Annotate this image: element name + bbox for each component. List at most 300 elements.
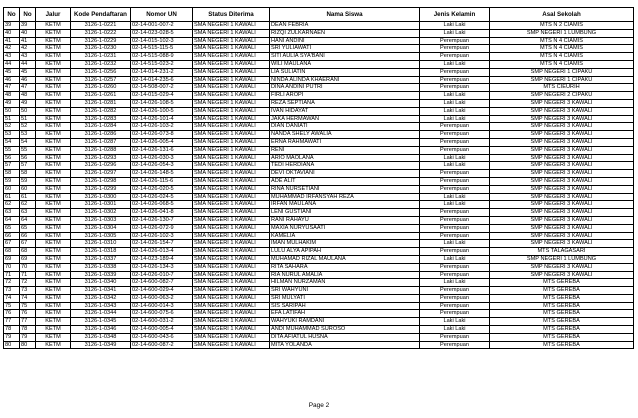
cell-asal-sekolah: SMP NEGERI 3 KAWALI [490, 224, 634, 232]
cell-no2: 49 [20, 99, 36, 107]
cell-no: 51 [4, 115, 20, 123]
cell-jenis-kelamin: Laki Laki [420, 193, 490, 201]
cell-jalur: KETM [36, 162, 71, 170]
table-row [4, 185, 634, 193]
cell-nomor-un: 02-14-600-087-2 [131, 341, 193, 349]
cell-nomor-un: 02-14-026-068-5 [131, 201, 193, 209]
cell-nama: LENI GUSTIANI [270, 209, 420, 217]
cell-nomor-un: 02-14-026-108-5 [131, 99, 193, 107]
cell-nama: MUHAMAD RIZAL MAULANA [270, 255, 420, 263]
cell-jalur: KETM [36, 302, 71, 310]
table-row [4, 248, 634, 256]
cell-nomor-un: 02-14-026-101-4 [131, 115, 193, 123]
cell-nomor-un: 02-14-026-134-3 [131, 263, 193, 271]
table-row [4, 193, 634, 201]
cell-kode: 3126-1-0304 [71, 224, 131, 232]
cell-jenis-kelamin: Perempuan [420, 123, 490, 131]
table-row [4, 22, 634, 30]
cell-jalur: KETM [36, 131, 71, 139]
cell-status: SMA NEGERI 1 KAWALI [193, 60, 270, 68]
cell-asal-sekolah: MTS GEREBA [490, 279, 634, 287]
table-row [4, 170, 634, 178]
cell-no2: 66 [20, 232, 36, 240]
cell-status: SMA NEGERI 1 KAWALI [193, 263, 270, 271]
table-row [4, 302, 634, 310]
cell-no2: 79 [20, 333, 36, 341]
cell-kode: 3126-1-0339 [71, 271, 131, 279]
cell-no: 42 [4, 45, 20, 53]
table-row [4, 99, 634, 107]
cell-jalur: KETM [36, 29, 71, 37]
cell-nomor-un: 02-14-515-115-5 [131, 45, 193, 53]
cell-asal-sekolah: SMP NEGERI 3 KAWALI [490, 209, 634, 217]
cell-no: 76 [4, 310, 20, 318]
cell-status: SMA NEGERI 1 KAWALI [193, 177, 270, 185]
cell-jenis-kelamin: Perempuan [420, 37, 490, 45]
cell-asal-sekolah: SMP NEGERI 3 KAWALI [490, 99, 634, 107]
cell-jalur: KETM [36, 177, 71, 185]
cell-nama: FIRLI AROPI [270, 92, 420, 100]
table-row [4, 216, 634, 224]
cell-no2: 72 [20, 279, 36, 287]
cell-nomor-un: 02-14-001-007-2 [131, 22, 193, 30]
cell-no2: 71 [20, 271, 36, 279]
cell-status: SMA NEGERI 1 KAWALI [193, 68, 270, 76]
cell-status: SMA NEGERI 1 KAWALI [193, 318, 270, 326]
page-number: Page 2 [308, 402, 330, 409]
cell-asal-sekolah: MTS CIEURIH [490, 84, 634, 92]
cell-nama: RIA NURUL AMALIA [270, 271, 420, 279]
table-row [4, 318, 634, 326]
cell-no: 72 [4, 279, 20, 287]
cell-no2: 59 [20, 177, 36, 185]
cell-nama: RIZQI ZULKARNAEN [270, 29, 420, 37]
cell-jalur: KETM [36, 76, 71, 84]
cell-status: SMA NEGERI 1 KAWALI [193, 29, 270, 37]
cell-jalur: KETM [36, 92, 71, 100]
table-row [4, 115, 634, 123]
cell-jenis-kelamin: Laki Laki [420, 60, 490, 68]
cell-kode: 3126-1-0318 [71, 248, 131, 256]
cell-jalur: KETM [36, 216, 71, 224]
cell-status: SMA NEGERI 1 KAWALI [193, 287, 270, 295]
cell-jenis-kelamin: Laki Laki [420, 29, 490, 37]
cell-asal-sekolah: SMP NEGERI 3 KAWALI [490, 154, 634, 162]
cell-asal-sekolah: SMP NEGERI 1 CIPAKU [490, 68, 634, 76]
cell-nama: RANI RAHAYU [270, 216, 420, 224]
cell-jenis-kelamin: Perempuan [420, 209, 490, 217]
cell-jalur: KETM [36, 294, 71, 302]
cell-no2: 42 [20, 45, 36, 53]
cell-status: SMA NEGERI 1 KAWALI [193, 53, 270, 61]
cell-jenis-kelamin: Perempuan [420, 170, 490, 178]
cell-nomor-un: 02-14-026-013-4 [131, 248, 193, 256]
cell-jenis-kelamin: Perempuan [420, 302, 490, 310]
table-row [4, 146, 634, 154]
table-row [4, 209, 634, 217]
cell-nomor-un: 02-14-515-088-9 [131, 53, 193, 61]
cell-nomor-un: 02-14-026-072-9 [131, 224, 193, 232]
cell-no2: 77 [20, 318, 36, 326]
cell-no2: 58 [20, 170, 36, 178]
cell-jalur: KETM [36, 154, 71, 162]
jalur-header: Jalur [36, 8, 71, 22]
table-row [4, 68, 634, 76]
cell-jenis-kelamin: Perempuan [420, 341, 490, 349]
cell-no2: 44 [20, 60, 36, 68]
cell-jalur: KETM [36, 123, 71, 131]
cell-kode: 3126-1-0349 [71, 341, 131, 349]
cell-no: 78 [4, 326, 20, 334]
cell-asal-sekolah: MTS GEREBA [490, 318, 634, 326]
cell-no: 45 [4, 68, 20, 76]
cell-asal-sekolah: SMP NEGERI 3 KAWALI [490, 193, 634, 201]
table-row [4, 201, 634, 209]
cell-asal-sekolah: SMP NEGERI 3 KAWALI [490, 115, 634, 123]
cell-asal-sekolah: MTS GEREBA [490, 333, 634, 341]
cell-status: SMA NEGERI 1 KAWALI [193, 115, 270, 123]
cell-asal-sekolah: SMP NEGERI 2 CIPAKU [490, 92, 634, 100]
cell-no2: 56 [20, 154, 36, 162]
cell-kode: 3126-1-0293 [71, 154, 131, 162]
cell-kode: 3126-1-0299 [71, 185, 131, 193]
cell-no: 67 [4, 240, 20, 248]
cell-no2: 65 [20, 224, 36, 232]
cell-kode: 3126-1-0297 [71, 170, 131, 178]
cell-no: 55 [4, 146, 20, 154]
cell-no: 52 [4, 123, 20, 131]
cell-asal-sekolah: SMP NEGERI 3 KAWALI [490, 185, 634, 193]
cell-status: SMA NEGERI 1 KAWALI [193, 341, 270, 349]
nomor-un-header: Nomor UN [131, 8, 193, 22]
cell-no: 77 [4, 318, 20, 326]
cell-no2: 62 [20, 201, 36, 209]
cell-nama: WAHYUKI RAMDANI [270, 318, 420, 326]
table-row [4, 29, 634, 37]
cell-nama: MITA YOLANDA [270, 341, 420, 349]
table-row [4, 76, 634, 84]
cell-jalur: KETM [36, 240, 71, 248]
cell-jenis-kelamin: Laki Laki [420, 115, 490, 123]
cell-asal-sekolah: MTS N 4 CIAMIS [490, 45, 634, 53]
cell-kode: 3126-1-0229 [71, 37, 131, 45]
cell-nama: LULU ALYA APIPAH [270, 248, 420, 256]
cell-kode: 3126-1-0348 [71, 333, 131, 341]
cell-kode: 3126-1-0288 [71, 146, 131, 154]
cell-status: SMA NEGERI 1 KAWALI [193, 279, 270, 287]
cell-asal-sekolah: MTS GEREBA [490, 310, 634, 318]
cell-no: 59 [4, 177, 20, 185]
cell-status: SMA NEGERI 1 KAWALI [193, 232, 270, 240]
cell-jenis-kelamin: Laki Laki [420, 255, 490, 263]
cell-asal-sekolah: MTS GEREBA [490, 294, 634, 302]
cell-nomor-un: 02-14-600-014-3 [131, 302, 193, 310]
cell-nomor-un: 02-14-600-082-7 [131, 279, 193, 287]
cell-jalur: KETM [36, 146, 71, 154]
cell-jenis-kelamin: Laki Laki [420, 240, 490, 248]
cell-no: 57 [4, 162, 20, 170]
cell-status: SMA NEGERI 1 KAWALI [193, 185, 270, 193]
cell-nama: TEDI HERDIANA [270, 162, 420, 170]
cell-no2: 54 [20, 138, 36, 146]
cell-jenis-kelamin: Laki Laki [420, 162, 490, 170]
cell-jenis-kelamin: Laki Laki [420, 154, 490, 162]
cell-no: 56 [4, 154, 20, 162]
cell-asal-sekolah: SMP NEGERI 3 KAWALI [490, 107, 634, 115]
cell-kode: 3126-1-0296 [71, 162, 131, 170]
cell-no2: 47 [20, 84, 36, 92]
cell-asal-sekolah: SMP NEGERI 3 KAWALI [490, 131, 634, 139]
cell-nomor-un: 02-14-023-028-5 [131, 29, 193, 37]
cell-nama: SRI WAHYUNI [270, 287, 420, 295]
cell-no: 70 [4, 263, 20, 271]
table-row [4, 224, 634, 232]
cell-jenis-kelamin: Laki Laki [420, 99, 490, 107]
cell-nama: LIA SULIATIN [270, 68, 420, 76]
cell-jalur: KETM [36, 22, 71, 30]
cell-asal-sekolah: SMP NEGERI 3 KAWALI [490, 170, 634, 178]
cell-jalur: KETM [36, 279, 71, 287]
cell-status: SMA NEGERI 1 KAWALI [193, 131, 270, 139]
cell-no2: 45 [20, 68, 36, 76]
cell-no: 68 [4, 248, 20, 256]
table-row [4, 84, 634, 92]
table-row [4, 162, 634, 170]
cell-no2: 64 [20, 216, 36, 224]
cell-no2: 68 [20, 248, 36, 256]
cell-nomor-un: 02-14-014-231-2 [131, 68, 193, 76]
admission-table [3, 7, 634, 349]
cell-asal-sekolah: SMP NEGERI 3 KAWALI [490, 177, 634, 185]
cell-kode: 3126-1-0230 [71, 45, 131, 53]
cell-nomor-un: 02-14-600-063-2 [131, 294, 193, 302]
table-row [4, 123, 634, 131]
cell-no2: 46 [20, 76, 36, 84]
cell-nomor-un: 02-14-026-010-7 [131, 271, 193, 279]
cell-asal-sekolah: MTS TALAGASARI [490, 248, 634, 256]
cell-no2: 50 [20, 107, 36, 115]
cell-status: SMA NEGERI 1 KAWALI [193, 84, 270, 92]
cell-no2: 70 [20, 263, 36, 271]
cell-nomor-un: 02-14-600-029-4 [131, 287, 193, 295]
cell-nama: ADE ALIT [270, 177, 420, 185]
cell-no: 41 [4, 37, 20, 45]
cell-nomor-un: 02-14-026-102-3 [131, 232, 193, 240]
table-row [4, 177, 634, 185]
cell-kode: 3126-1-0301 [71, 201, 131, 209]
cell-kode: 3126-1-0298 [71, 177, 131, 185]
table-row [4, 271, 634, 279]
cell-no: 43 [4, 53, 20, 61]
cell-nama: ERNA RAHMAWATI [270, 138, 420, 146]
cell-asal-sekolah: SMP NEGERI 3 KAWALI [490, 123, 634, 131]
cell-jalur: KETM [36, 224, 71, 232]
cell-no: 69 [4, 255, 20, 263]
cell-nama: IRFAN MAULANA [270, 201, 420, 209]
cell-no2: 63 [20, 209, 36, 217]
cell-jalur: KETM [36, 318, 71, 326]
cell-nomor-un: 02-14-600-075-6 [131, 310, 193, 318]
cell-jalur: KETM [36, 170, 71, 178]
cell-nama: JAKA HERMAWAN [270, 115, 420, 123]
table-body [4, 22, 634, 349]
cell-status: SMA NEGERI 1 KAWALI [193, 302, 270, 310]
cell-nomor-un: 02-14-026-100-5 [131, 107, 193, 115]
cell-asal-sekolah: MTS GEREBA [490, 287, 634, 295]
table-row [4, 333, 634, 341]
cell-nama: SRI MULYATI [270, 294, 420, 302]
cell-nomor-un: 02-14-026-020-5 [131, 185, 193, 193]
cell-nama: DIAN DANIATI [270, 123, 420, 131]
cell-status: SMA NEGERI 1 KAWALI [193, 146, 270, 154]
cell-asal-sekolah: SMP NEGERI 3 KAWALI [490, 232, 634, 240]
cell-asal-sekolah: SMP NEGERI 1 CIPAKU [490, 76, 634, 84]
cell-nama: REZA SEPTIANA [270, 99, 420, 107]
cell-jenis-kelamin: Perempuan [420, 146, 490, 154]
cell-status: SMA NEGERI 1 KAWALI [193, 154, 270, 162]
cell-kode: 3126-1-0305 [71, 232, 131, 240]
cell-asal-sekolah: MTS N 2 CIAMIS [490, 22, 634, 30]
cell-no2: 74 [20, 294, 36, 302]
cell-no: 63 [4, 209, 20, 217]
cell-jalur: KETM [36, 341, 71, 349]
cell-jenis-kelamin: Laki Laki [420, 107, 490, 115]
cell-no: 47 [4, 84, 20, 92]
cell-jalur: KETM [36, 209, 71, 217]
cell-no: 46 [4, 76, 20, 84]
cell-status: SMA NEGERI 1 KAWALI [193, 107, 270, 115]
cell-jalur: KETM [36, 310, 71, 318]
table-header-row [4, 8, 634, 22]
cell-no: 61 [4, 193, 20, 201]
cell-nomor-un: 02-14-023-189-4 [131, 255, 193, 263]
cell-kode: 3126-1-0310 [71, 240, 131, 248]
table-row [4, 255, 634, 263]
cell-nomor-un: 02-14-026-131-6 [131, 146, 193, 154]
cell-nomor-un: 02-14-600-043-6 [131, 333, 193, 341]
cell-nomor-un: 02-14-600-031-2 [131, 318, 193, 326]
cell-jenis-kelamin: Perempuan [420, 294, 490, 302]
cell-nama: SIS SARIPAH [270, 302, 420, 310]
cell-jalur: KETM [36, 185, 71, 193]
cell-jalur: KETM [36, 333, 71, 341]
cell-status: SMA NEGERI 1 KAWALI [193, 22, 270, 30]
table-row [4, 45, 634, 53]
table-row [4, 310, 634, 318]
cell-status: SMA NEGERI 1 KAWALI [193, 92, 270, 100]
cell-nomor-un: 02-14-026-030-3 [131, 154, 193, 162]
cell-jenis-kelamin: Perempuan [420, 310, 490, 318]
cell-no2: 78 [20, 326, 36, 334]
cell-no2: 41 [20, 37, 36, 45]
cell-asal-sekolah: SMP NEGERI 3 KAWALI [490, 271, 634, 279]
cell-no: 62 [4, 201, 20, 209]
cell-asal-sekolah: SMP NEGERI 3 KAWALI [490, 201, 634, 209]
cell-no: 75 [4, 302, 20, 310]
cell-asal-sekolah: MTS GEREBA [490, 341, 634, 349]
table-row [4, 287, 634, 295]
cell-nomor-un: 02-14-026-054-3 [131, 162, 193, 170]
cell-jenis-kelamin: Perempuan [420, 232, 490, 240]
cell-jenis-kelamin: Laki Laki [420, 326, 490, 334]
cell-status: SMA NEGERI 1 KAWALI [193, 209, 270, 217]
cell-no2: 69 [20, 255, 36, 263]
cell-no2: 39 [20, 22, 36, 30]
cell-status: SMA NEGERI 1 KAWALI [193, 248, 270, 256]
cell-no: 39 [4, 22, 20, 30]
cell-no: 74 [4, 294, 20, 302]
cell-kode: 3126-1-0346 [71, 326, 131, 334]
table-row [4, 279, 634, 287]
cell-nomor-un: 02-14-026-073-8 [131, 131, 193, 139]
cell-status: SMA NEGERI 1 KAWALI [193, 310, 270, 318]
cell-status: SMA NEGERI 1 KAWALI [193, 76, 270, 84]
cell-no2: 55 [20, 146, 36, 154]
cell-no2: 73 [20, 287, 36, 295]
table-row [4, 154, 634, 162]
cell-no: 54 [4, 138, 20, 146]
cell-nomor-un: 02-14-026-103-2 [131, 123, 193, 131]
cell-status: SMA NEGERI 1 KAWALI [193, 216, 270, 224]
no2-header: No [20, 8, 36, 22]
cell-jenis-kelamin: Perempuan [420, 84, 490, 92]
cell-nomor-un: 02-14-508-007-2 [131, 84, 193, 92]
cell-nomor-un: 02-14-600-005-4 [131, 326, 193, 334]
cell-nama: ANDI MUHAMMAD SUROSO [270, 326, 420, 334]
cell-jalur: KETM [36, 115, 71, 123]
cell-no: 71 [4, 271, 20, 279]
cell-nama: WILI MAULANA [270, 60, 420, 68]
cell-jalur: KETM [36, 248, 71, 256]
cell-kode: 3126-1-0345 [71, 318, 131, 326]
cell-no: 44 [4, 60, 20, 68]
cell-jalur: KETM [36, 201, 71, 209]
table-row [4, 131, 634, 139]
cell-kode: 3126-1-0342 [71, 294, 131, 302]
table-row [4, 326, 634, 334]
cell-status: SMA NEGERI 1 KAWALI [193, 326, 270, 334]
cell-nomor-un: 02-14-026-005-4 [131, 138, 193, 146]
cell-no: 73 [4, 287, 20, 295]
cell-kode: 3126-1-0257 [71, 76, 131, 84]
cell-no2: 57 [20, 162, 36, 170]
cell-jalur: KETM [36, 271, 71, 279]
cell-asal-sekolah: SMP NEGERI 1 LUMBUNG [490, 29, 634, 37]
cell-jalur: KETM [36, 326, 71, 334]
cell-jenis-kelamin: Laki Laki [420, 92, 490, 100]
cell-no2: 60 [20, 185, 36, 193]
cell-kode: 3126-1-0341 [71, 287, 131, 295]
cell-status: SMA NEGERI 1 KAWALI [193, 123, 270, 131]
cell-jenis-kelamin: Perempuan [420, 185, 490, 193]
cell-nomor-un: 02-14-026-130-7 [131, 216, 193, 224]
cell-nama: DINA ANDINI PUTRI [270, 84, 420, 92]
cell-jenis-kelamin: Laki Laki [420, 22, 490, 30]
table-row [4, 232, 634, 240]
cell-jenis-kelamin: Perempuan [420, 138, 490, 146]
cell-jenis-kelamin: Perempuan [420, 76, 490, 84]
cell-jenis-kelamin: Perempuan [420, 287, 490, 295]
cell-jenis-kelamin: Perempuan [420, 224, 490, 232]
cell-nama: DITA AFIATUL HUSNA [270, 333, 420, 341]
cell-nama: HANI ANDINI [270, 37, 420, 45]
cell-jalur: KETM [36, 232, 71, 240]
cell-no: 49 [4, 99, 20, 107]
cell-no2: 61 [20, 193, 36, 201]
cell-nomor-un: 02-14-515-023-2 [131, 60, 193, 68]
cell-jalur: KETM [36, 68, 71, 76]
cell-no2: 75 [20, 302, 36, 310]
